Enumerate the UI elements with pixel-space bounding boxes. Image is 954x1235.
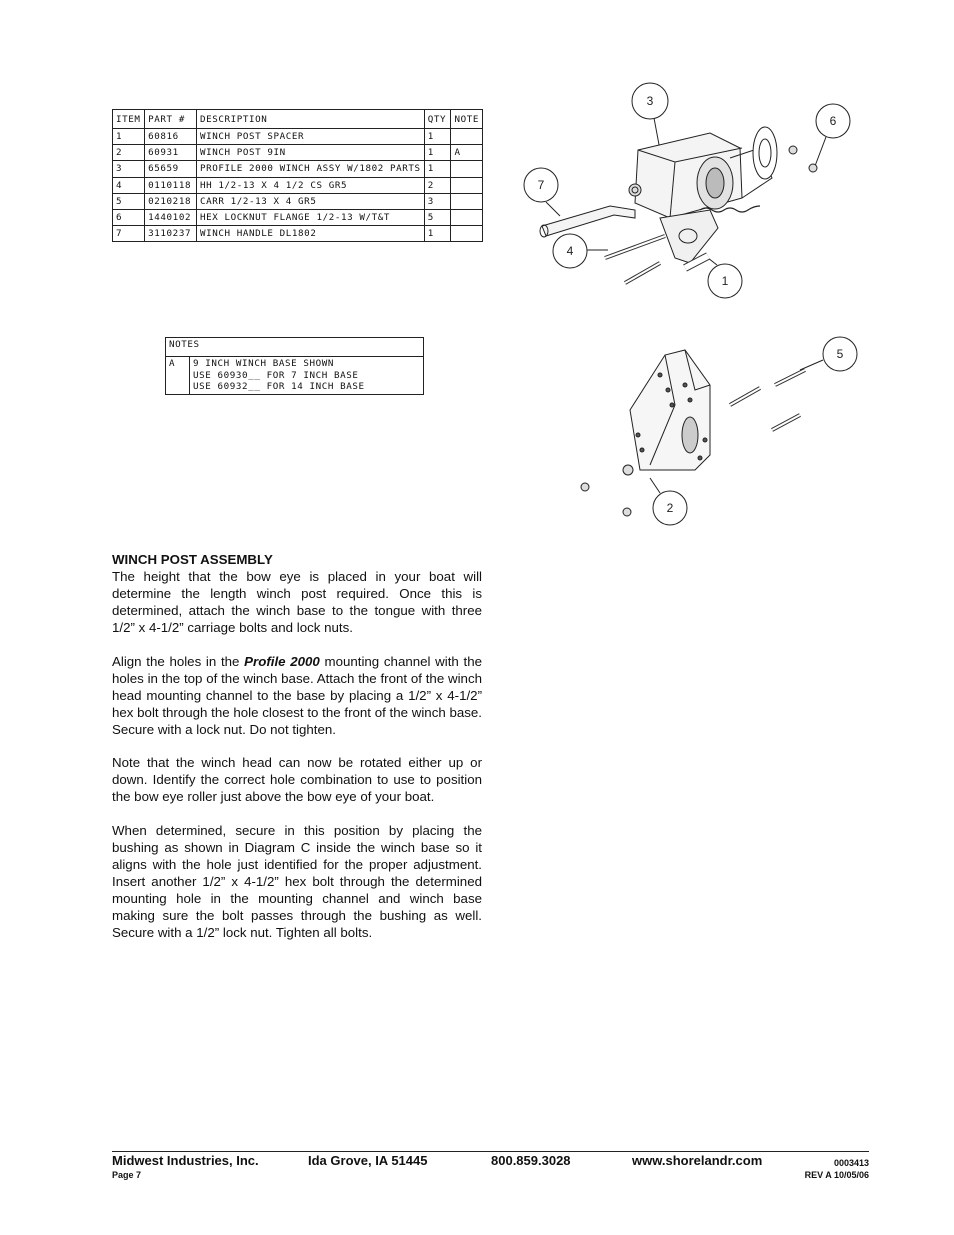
description-cell: HEX LOCKNUT FLANGE 1/2-13 W/T&T bbox=[196, 209, 424, 225]
header-note: NOTE bbox=[451, 110, 483, 129]
paragraph bbox=[112, 653, 482, 738]
description-cell: WINCH POST SPACER bbox=[196, 129, 424, 145]
part-cell: 0210218 bbox=[145, 193, 197, 209]
locknut-shape bbox=[623, 508, 631, 516]
callout-2: 2 bbox=[666, 501, 674, 515]
callout-7: 7 bbox=[537, 178, 545, 192]
footer-revision: REV A 10/05/06 bbox=[804, 1170, 869, 1180]
qty-cell: 1 bbox=[424, 161, 451, 177]
header-description: DESCRIPTION bbox=[196, 110, 424, 129]
item-cell: 1 bbox=[113, 129, 145, 145]
table-row bbox=[113, 177, 483, 193]
winch-head-exploded-diagram bbox=[510, 78, 870, 303]
footer-divider bbox=[112, 1151, 869, 1152]
description-cell: CARR 1/2-13 X 4 GR5 bbox=[196, 193, 424, 209]
footer-website: www.shorelandr.com bbox=[632, 1153, 763, 1168]
paragraph-text: Align the holes in the bbox=[112, 653, 245, 669]
footer-doc-number: 0003413 bbox=[833, 1158, 869, 1168]
locknut-shape bbox=[623, 465, 633, 475]
note-text bbox=[190, 357, 424, 395]
footer-page-number: Page 7 bbox=[112, 1170, 142, 1180]
table-row bbox=[113, 209, 483, 225]
winch-body-shape bbox=[629, 127, 777, 218]
notes-table bbox=[165, 337, 424, 395]
table-row bbox=[113, 145, 483, 161]
note-cell bbox=[451, 177, 483, 193]
notes-header: NOTES bbox=[166, 338, 424, 357]
table-row bbox=[113, 129, 483, 145]
note-cell bbox=[451, 226, 483, 242]
qty-cell: 1 bbox=[424, 145, 451, 161]
item-cell: 2 bbox=[113, 145, 145, 161]
paragraph-text: mounting channel with the holes in the top of the winch base. Attach the front of the winch head mounting channel to the base by placing a 1/2” x 4-1/2” hex bolt through the hole closest to the front of the winch base. Secure with a lock nut. Do not tighten. bbox=[112, 653, 482, 737]
description-cell: HH 1/2-13 X 4 1/2 CS GR5 bbox=[196, 177, 424, 193]
winch-base-shape bbox=[630, 350, 710, 470]
callout-1: 1 bbox=[721, 274, 729, 288]
item-cell: 5 bbox=[113, 193, 145, 209]
paragraph: When determined, secure in this position by placing the bushing as shown in Diagram C inside the winch base so it aligns with the hole just identified for the proper adjustment. Insert another 1/2” x 4-1/2” hex bolt through the determined mounting hole in the mounting channel and winch base making sure the bolt passes through the bushing as well. Secure with a 1/2” lock nut. Tighten all bolts. bbox=[112, 822, 482, 940]
description-cell: WINCH HANDLE DL1802 bbox=[196, 226, 424, 242]
locknut-shape bbox=[581, 483, 589, 491]
note-line: 9 INCH WINCH BASE SHOWN bbox=[193, 358, 335, 369]
note-letter: A bbox=[166, 357, 190, 395]
section-heading: WINCH POST ASSEMBLY bbox=[112, 552, 273, 567]
header-part-number: PART # bbox=[145, 110, 197, 129]
mounting-plate-shape bbox=[660, 210, 718, 263]
winch-base-exploded-diagram bbox=[560, 330, 870, 530]
footer-company: Midwest Industries, Inc. bbox=[112, 1153, 259, 1168]
part-cell: 65659 bbox=[145, 161, 197, 177]
table-row bbox=[113, 193, 483, 209]
qty-cell: 3 bbox=[424, 193, 451, 209]
parts-table bbox=[112, 109, 483, 242]
callout-6: 6 bbox=[829, 114, 837, 128]
item-cell: 3 bbox=[113, 161, 145, 177]
table-row bbox=[113, 161, 483, 177]
qty-cell: 2 bbox=[424, 177, 451, 193]
qty-cell: 1 bbox=[424, 129, 451, 145]
paragraph: Note that the winch head can now be rotated either up or down. Identify the correct hole combination to use to position the bow eye roller just above the bow eye of your boat. bbox=[112, 755, 482, 804]
note-cell bbox=[451, 209, 483, 225]
header-qty: QTY bbox=[424, 110, 451, 129]
assembly-instructions bbox=[112, 551, 482, 957]
parts-table-header-row bbox=[113, 110, 483, 129]
paragraph: The height that the bow eye is placed in your boat will determine the length winch post required. Once this is determined, attach the winch base to the tongue with three 1/2” x 4-1/2” carriage bolts and lock nuts. bbox=[112, 569, 482, 635]
header-item: ITEM bbox=[113, 110, 145, 129]
item-cell: 6 bbox=[113, 209, 145, 225]
footer-location: Ida Grove, IA 51445 bbox=[308, 1153, 428, 1168]
qty-cell: 1 bbox=[424, 226, 451, 242]
part-cell: 3110237 bbox=[145, 226, 197, 242]
item-cell: 4 bbox=[113, 177, 145, 193]
winch-handle-shape bbox=[542, 206, 635, 236]
callout-3: 3 bbox=[646, 94, 654, 108]
notes-row bbox=[166, 357, 424, 395]
product-name: Profile 2000 bbox=[244, 653, 320, 669]
callout-5: 5 bbox=[836, 347, 844, 361]
part-cell: 60931 bbox=[145, 145, 197, 161]
item-cell: 7 bbox=[113, 226, 145, 242]
note-cell: A bbox=[451, 145, 483, 161]
description-cell: PROFILE 2000 WINCH ASSY W/1802 PARTS bbox=[196, 161, 424, 177]
note-cell bbox=[451, 161, 483, 177]
qty-cell: 5 bbox=[424, 209, 451, 225]
footer-phone: 800.859.3028 bbox=[491, 1153, 571, 1168]
note-cell bbox=[451, 193, 483, 209]
note-cell bbox=[451, 129, 483, 145]
note-line: USE 60932__ FOR 14 INCH BASE bbox=[193, 381, 365, 393]
table-row bbox=[113, 226, 483, 242]
callout-4: 4 bbox=[566, 244, 574, 258]
part-cell: 0110118 bbox=[145, 177, 197, 193]
part-cell: 1440102 bbox=[145, 209, 197, 225]
locknut-shape bbox=[809, 164, 817, 172]
description-cell: WINCH POST 9IN bbox=[196, 145, 424, 161]
part-cell: 60816 bbox=[145, 129, 197, 145]
note-line: USE 60930__ FOR 7 INCH BASE bbox=[193, 369, 359, 381]
locknut-shape bbox=[789, 146, 797, 154]
